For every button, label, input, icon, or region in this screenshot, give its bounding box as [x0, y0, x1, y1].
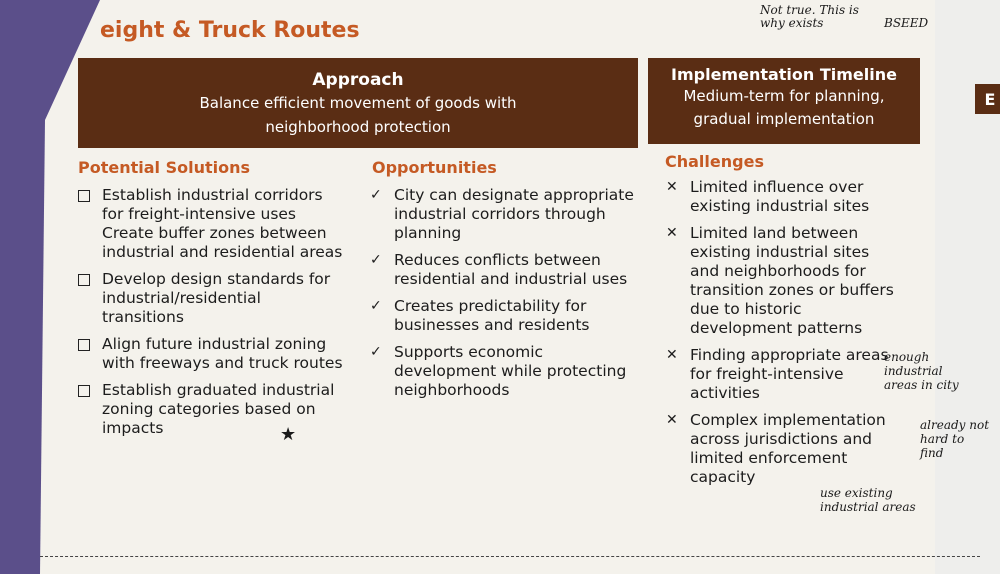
list-item: ✕ Limited influence over existing industrial sites	[666, 178, 870, 215]
x-icon: ✕	[666, 412, 678, 428]
list-item: ✕ Limited land between existing industrial sites and neighborhoods for transition zones or buffers due to historic development patterns	[666, 224, 894, 337]
approach-text-line1: Balance efficient movement of goods with	[199, 94, 517, 112]
opportunities-list	[366, 186, 641, 408]
list-item: Develop design standards for industrial/residential transitions	[74, 270, 344, 327]
dashed-divider	[40, 556, 980, 557]
list-item: ✓ Supports economic development while protecting neighborhoods	[370, 343, 627, 399]
solutions-heading: Potential Solutions	[78, 158, 251, 177]
checkbox-icon	[78, 339, 90, 351]
timeline-heading: Implementation Timeline	[671, 65, 897, 84]
approach-text-line2: neighborhood protection	[265, 118, 451, 136]
list-item: ✓ Reduces conflicts between residential and industrial uses	[370, 251, 628, 288]
list-item: ✕ Finding appropriate areas for freight-intensive activities	[666, 346, 889, 402]
timeline-banner	[648, 58, 920, 144]
list-item: ✕ Complex implementation across jurisdictions and limited enforcement capacity	[666, 411, 886, 486]
side-tab: E	[975, 84, 1000, 114]
list-item: Establish industrial corridors for freight-intensive uses Create buffer zones between industrial and residential areas	[74, 186, 344, 262]
check-icon: ✓	[370, 344, 382, 360]
handwritten-note-bottom: use existing industrial areas	[820, 486, 916, 514]
check-icon: ✓	[370, 187, 382, 203]
opportunities-heading: Opportunities	[372, 158, 497, 177]
challenges-list	[662, 178, 902, 495]
handwritten-note-top: Not true. This is why exists	[760, 3, 859, 30]
list-item: ✓ City can designate appropriate industrial corridors through planning	[370, 186, 634, 242]
list-item: Establish graduated industrial zoning categories based on impacts	[74, 381, 344, 438]
approach-banner	[78, 58, 638, 148]
timeline-text-line1: Medium-term for planning,	[683, 87, 885, 105]
x-icon: ✕	[666, 347, 678, 363]
x-icon: ✕	[666, 179, 678, 195]
list-item: Align future industrial zoning with freeways and truck routes	[74, 335, 344, 373]
handwritten-note-right: already not hard to find	[920, 418, 990, 460]
approach-heading: Approach	[312, 70, 404, 90]
x-icon: ✕	[666, 225, 678, 241]
list-item: ✓ Creates predictability for businesses and residents	[370, 297, 590, 334]
section-title: eight & Truck Routes	[100, 18, 360, 43]
timeline-text-line2: gradual implementation	[693, 110, 875, 128]
checkbox-icon	[78, 385, 90, 397]
handwritten-note-bseed: BSEED	[884, 16, 929, 30]
checkbox-icon	[78, 190, 90, 202]
handwritten-note-mid: enough industrial areas in city	[884, 350, 959, 392]
challenges-heading: Challenges	[665, 152, 764, 171]
check-icon: ✓	[370, 298, 382, 314]
star-mark-icon: ★	[280, 424, 297, 445]
solutions-list	[74, 186, 344, 446]
checkbox-icon	[78, 274, 90, 286]
check-icon: ✓	[370, 252, 382, 268]
